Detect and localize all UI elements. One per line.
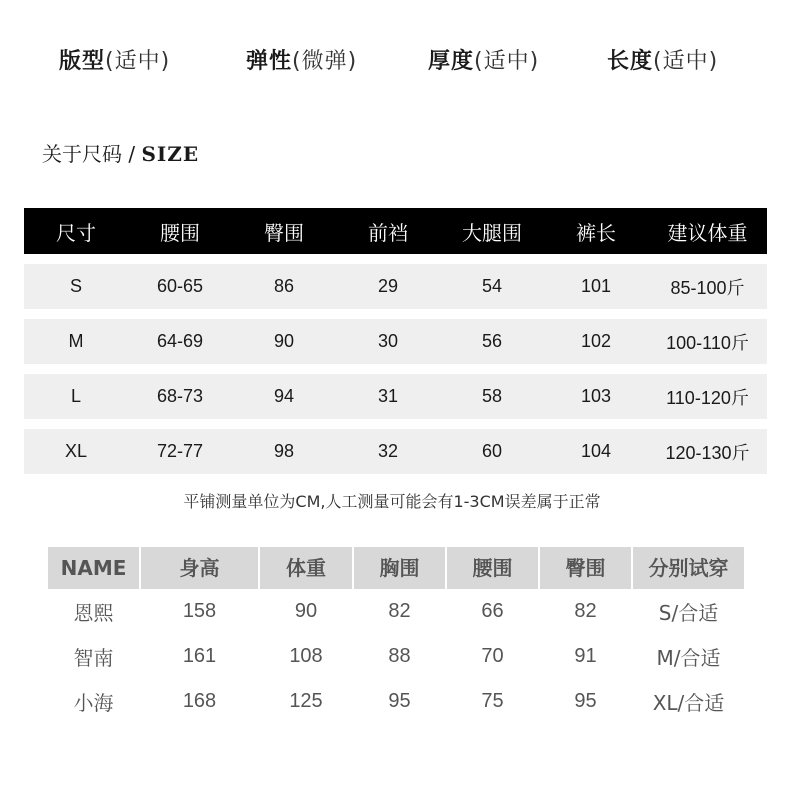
table-cell: XL/合适 bbox=[652, 691, 725, 715]
header-cell: 胸围 bbox=[354, 547, 445, 589]
table-cell: 小海 bbox=[73, 691, 114, 715]
table-cell: 智南 bbox=[73, 646, 114, 670]
table-cell: 60-65 bbox=[156, 276, 204, 296]
header-cell: 尺寸 bbox=[56, 220, 96, 245]
table-cell: 32 bbox=[377, 441, 399, 461]
table-cell: 29 bbox=[377, 276, 399, 296]
table-cell: 120-130斤 bbox=[665, 442, 750, 463]
table-cell: 82 bbox=[574, 600, 597, 622]
table-cell: 101 bbox=[580, 276, 612, 296]
table-cell: 168 bbox=[182, 690, 217, 712]
table-cell: L bbox=[70, 386, 81, 406]
model-table bbox=[48, 547, 744, 724]
table-cell: S/合适 bbox=[658, 601, 719, 625]
table-cell: 82 bbox=[388, 600, 411, 622]
table-cell: 58 bbox=[481, 386, 503, 406]
table-cell: 72-77 bbox=[156, 441, 204, 461]
table-cell: M bbox=[68, 331, 84, 351]
table-cell: 94 bbox=[273, 386, 295, 406]
table-cell: 125 bbox=[289, 690, 323, 712]
table-cell: 100-110斤 bbox=[666, 332, 749, 353]
attribute-value: (适中) bbox=[653, 49, 719, 74]
table-row bbox=[48, 679, 744, 724]
table-cell: 85-100斤 bbox=[670, 277, 745, 298]
size-section-title bbox=[42, 138, 199, 167]
table-row bbox=[48, 634, 744, 679]
table-cell: S bbox=[69, 276, 82, 296]
table-row bbox=[24, 264, 767, 309]
attribute-key: 厚度 bbox=[428, 49, 475, 74]
header-cell: 体重 bbox=[260, 547, 352, 589]
table-cell: 110-120斤 bbox=[666, 387, 749, 408]
table-row bbox=[48, 589, 744, 634]
header-cell: 前裆 bbox=[368, 220, 408, 245]
table-cell: 56 bbox=[481, 331, 503, 351]
table-cell: 95 bbox=[388, 690, 411, 712]
table-cell: 86 bbox=[273, 276, 295, 296]
table-cell: 30 bbox=[377, 331, 399, 351]
header-cell: 腰围 bbox=[447, 547, 538, 589]
size-title-en: SIZE bbox=[141, 142, 200, 166]
header-cell: 分别试穿 bbox=[633, 547, 744, 589]
table-cell: 64-69 bbox=[156, 331, 204, 351]
size-title-cn: 关于尺码 / bbox=[42, 142, 136, 166]
measurement-note: 平铺测量单位为CM,人工测量可能会有1-3CM误差属于正常 bbox=[183, 492, 601, 511]
table-cell: 恩熙 bbox=[73, 601, 114, 625]
table-cell: 66 bbox=[481, 600, 504, 622]
attribute-value: (适中) bbox=[474, 49, 540, 74]
attribute-key: 长度 bbox=[607, 49, 654, 74]
table-cell: 102 bbox=[580, 331, 612, 351]
table-cell: 90 bbox=[273, 331, 295, 351]
model-table-header bbox=[48, 547, 744, 589]
header-cell: 大腿围 bbox=[462, 220, 522, 245]
header-cell: 腰围 bbox=[160, 220, 200, 245]
table-row bbox=[24, 319, 767, 364]
attribute-key: 版型 bbox=[59, 49, 106, 74]
attribute-fit bbox=[59, 44, 170, 75]
table-cell: 161 bbox=[182, 645, 217, 667]
table-cell: 104 bbox=[580, 441, 612, 461]
product-attributes bbox=[0, 44, 790, 78]
table-cell: 88 bbox=[388, 645, 411, 667]
table-cell: 91 bbox=[574, 645, 597, 667]
header-cell: 建议体重 bbox=[667, 220, 748, 245]
table-cell: 90 bbox=[294, 600, 318, 622]
attribute-thickness bbox=[428, 44, 539, 75]
table-cell: 108 bbox=[289, 645, 323, 667]
table-cell: M/合适 bbox=[656, 646, 721, 670]
table-cell: 75 bbox=[481, 690, 504, 712]
attribute-key: 弹性 bbox=[246, 49, 293, 74]
table-cell: 70 bbox=[481, 645, 504, 667]
table-cell: 98 bbox=[273, 441, 295, 461]
table-row bbox=[24, 374, 767, 419]
attribute-length bbox=[607, 44, 718, 75]
header-cell: NAME bbox=[48, 547, 139, 589]
table-cell: 31 bbox=[377, 386, 399, 406]
size-table-header bbox=[24, 208, 767, 254]
table-cell: 60 bbox=[481, 441, 503, 461]
header-cell: 臀围 bbox=[264, 220, 304, 245]
table-cell: 103 bbox=[580, 386, 612, 406]
table-cell: 158 bbox=[182, 600, 217, 622]
table-cell: XL bbox=[64, 441, 88, 461]
attribute-value: (微弹) bbox=[292, 49, 358, 74]
table-row bbox=[24, 429, 767, 474]
table-cell: 95 bbox=[574, 690, 597, 712]
size-table bbox=[24, 208, 767, 474]
header-cell: 裤长 bbox=[576, 220, 616, 245]
header-cell: 臀围 bbox=[540, 547, 631, 589]
attribute-elasticity bbox=[246, 44, 357, 75]
table-cell: 68-73 bbox=[156, 386, 204, 406]
attribute-value: (适中) bbox=[105, 49, 171, 74]
header-cell: 身高 bbox=[141, 547, 258, 589]
table-cell: 54 bbox=[481, 276, 503, 296]
